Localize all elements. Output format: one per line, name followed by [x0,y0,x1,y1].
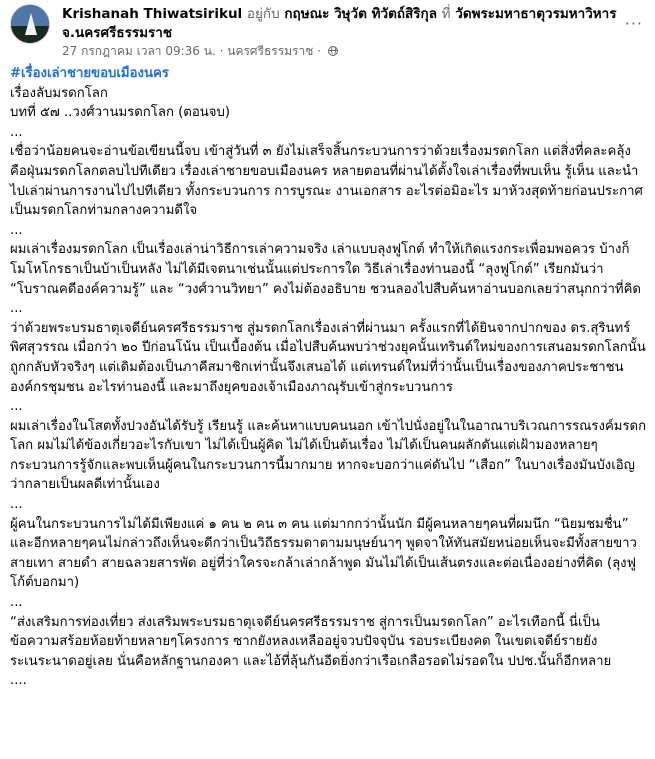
author-name[interactable]: Krishanah Thiwatsirikul [62,6,243,22]
place-province[interactable]: จ.นครศรีธรรมราช [62,25,173,41]
separator: ... [10,595,23,611]
post-body [10,64,647,691]
separator: ... [10,301,23,317]
place-name[interactable]: วัดพระมหาธาตุวรมหาวิหาร [455,6,617,22]
post-header [10,4,647,56]
paragraph-5: ผู้คนในกระบวนการไม่ได้มีเพียงแค่ ๑ คน ๒ คน ๓ คน แต่มากกว่านั้นนัก มีผู้คนหลายๆคนที่ผมนึก “นิยมชมชื่น” และอีกหลายๆคนไม่กล่าวถึงเห็นจะดีกว่าเป็นวิถีธรรมดาตามมนุษย์นาๆ พูดจาให้ทันสมัยหน่อยเห็นจะมีทั้งสายขาว สายเทา สายดำ สายฉลวยสารพัด อยู่ที่ว่าใครจะกล้าเล่ากล้าพูด มันไม่ได้เป็นเส้นตรงและต่อเนื่องอย่างที่คิด (ลุงฟูโก้ต์บอกมา) [10,516,637,591]
with-label: อยู่กับ [246,6,280,22]
post-location[interactable]: · นครศรีธรรมราช · [219,44,322,58]
globe-icon [328,46,338,56]
tagged-person[interactable]: กฤษณะ วิษุวัต ทิวัตถ์สิริกุล [284,6,437,22]
author-avatar[interactable] [10,4,50,44]
avatar-peak [25,13,37,35]
post-meta [62,44,338,59]
paragraph-2: ผมเล่าเรื่องมรดกโลก เป็นเรื่องเล่าน่าวิธีการเล่าความจริง เล่าแบบลุงฟูโกต์ ทำให้เกิดแรงกระเพื่อมพอควร บ้างก็โมโหโกรธาเป็นบ้าเป็นหลัง ไม่ได้มีเจตนาเช่นนั้นแต่ประการใด วิธีเล่าเรื่องท่านองนี้ “ลุงฟูโกต์” เรียกมันว่า “โบราณคดีองค์ความรู้” และ “วงศ์วานวิทยา” คงไม่ต้องอธิบาย ชวนลองไปสืบค้นหาอ่านบอกเลยว่าสนุกกว่าที่คิด [10,242,641,297]
separator: ... [10,497,23,513]
post-timestamp[interactable]: 27 กรกฎาคม เวลา 09:36 น. [62,44,216,58]
separator: ... [10,124,23,140]
paragraph-6: “ส่งเสริมการท่องเที่ยว ส่งเสริมพระบรมธาตุเจดีย์นครศรีธรรมราช สู่การเป็นมรดกโลก” อะไรเทือกนี้ นี่เป็นข้อความสร้อยห้อยท้ายหลายๆโครงการ ซากยังหลงเหลืออยู่จวบปัจจุบัน รอบระเบียงคด ในเขตเจดีย์รายยังระเนระนาดอยู่เลย นั่นคือหลักฐานกองคา และไอ้ที่ลุ้นกันอีดยิ่งกว่าเรือเกลือรอดไม่รอดใน ปปช.นั้นก็อีกหลาย [10,614,612,669]
post-line-2: บทที่ ๕๗ ..วงศ์วานมรดกโลก (ตอนจบ) [10,105,231,121]
header-line-2 [62,24,652,43]
post-hashtag[interactable]: #เรื่องเล่าชายขอบเมืองนคร [10,66,169,81]
separator: ... [10,222,23,238]
paragraph-3: ว่าด้วยพระบรมธาตุเจดีย์นครศรีธรรมราช สู่มรดกโลกเรื่องเล่าที่ผ่านมา ครั้งแรกที่ได้ยินจากปากของ ดร.สุรินทร์ พิศสุวรรณ เมื่อกว่า ๒๐ ปีก่อนโน้น เป็นเบื้องต้น เมื่อไปสืบค้นพบว่าช่วงยุคนั้นเทรินด์ใหม่ของการเสนอมรดกโลกนั้นถูกกลับหัวจริงๆ แต่เดิมต้องเป็นภาคีสมาชิกเท่านั้นจึงเสนอได้ แต่เทรนด์ใหม่ที่ว่านั้นเป็นเรื่องของภาคประชาชน องค์กรชุมชน อะไรท่านองนี้ และมาถึงยุคของเจ้าเมืองภาณุรับเข้าสู่กระบวนการ [10,320,646,395]
separator: .... [10,673,27,689]
at-label: ที่ [441,6,451,22]
more-options-icon[interactable]: ··· [624,14,643,33]
post-line-1: เรื่องลับมรดกโลก [10,85,108,101]
paragraph-4: ผมเล่าเรื่องในโสตทั้งปวงอันได้รับรู้ เรียนรู้ และค้นหาแบบคนนอก เข้าไปนั่งอยู่ในในอาณาบริเวณการรณรงค์มรดกโลก ผมไม่ได้ข้องเกี่ยวอะไรกับเขา ไม่ได้เป็นผู้คิด ไม่ได้เป็นต้นเรื่อง ไม่ได้เป็นคนผลักดันแต่เฝ้ามองหลายๆกระบวนการรู้จักและพบเห็นผู้คนในกระบวนการนี้มากมาย หากจะบอกว่าแค่ดันไป “เสือก” ในบางเรื่องมันบังเอิญว่ากลายเป็นผลดีเท่านั้นเอง [10,418,647,493]
header-line-1 [62,5,652,24]
paragraph-1: เชื่อว่าน้อยคนจะอ่านข้อเขียนนี้จบ เข้าสู่วันที่ ๓ ยังไม่เสร็จสิ้นกระบวนการว่าด้วยเรื่องมรดกโลก แต่สิ่งที่คละคลุ้งคือฝุ่นมรดกโลกตลบไปทีเดียว เรื่องเล่าชายขอบเมืองนคร หลายตอนที่ผ่านได้ตั้งใจเล่าเรื่องที่พบเห็น รู้เห็น และนำไปเล่าผ่านการงานไปไปทีเดียว ทั้งกระบวนการ การบูรณะ งานเอกสาร อะไรต่อมิอะไร มาห้วงสุดท้ายก่อนประกาศเป็นมรดกโลกท่ามกลางความดีใจ [10,144,643,219]
separator: ... [10,399,23,415]
